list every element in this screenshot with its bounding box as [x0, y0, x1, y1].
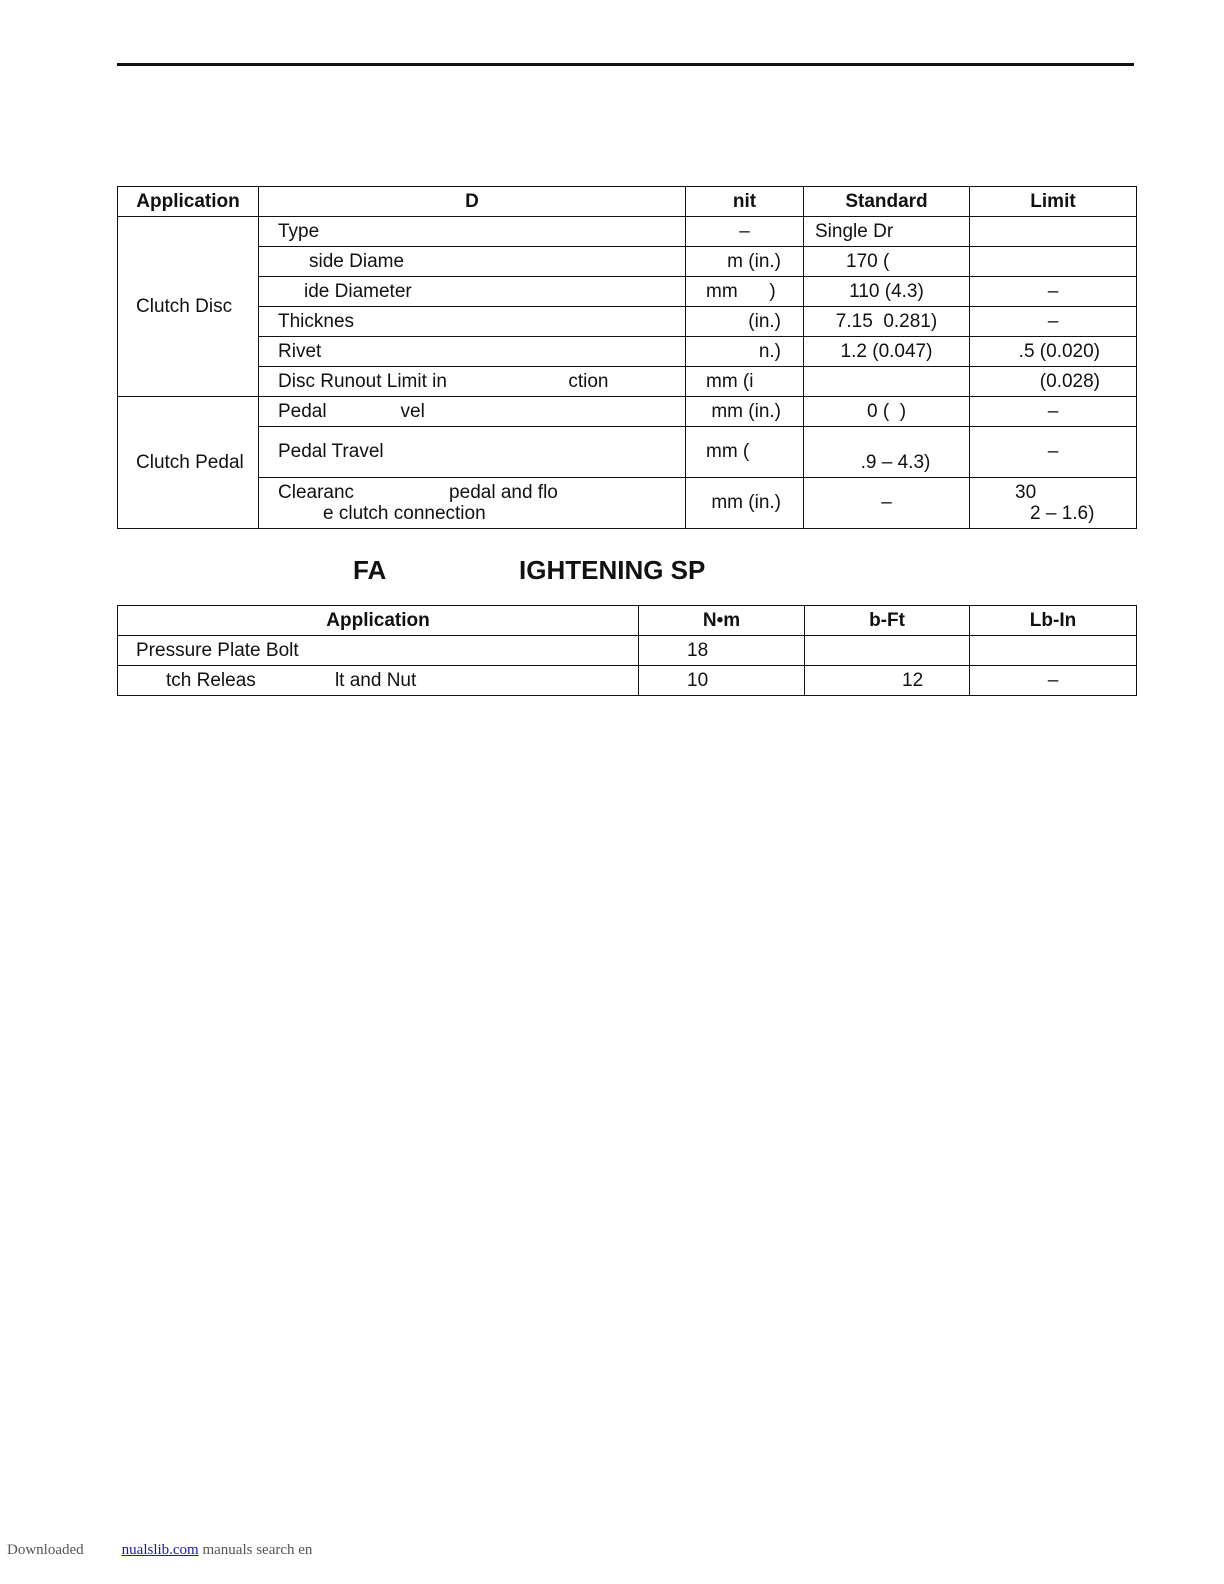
row-lbft: [805, 636, 970, 666]
row-description: side Diame: [259, 247, 686, 277]
row-lbin: [970, 636, 1137, 666]
clutch-spec-table: [117, 186, 1137, 529]
row-standard: 170 (: [804, 247, 970, 277]
table-row: [118, 397, 1137, 427]
torque-spec-table: [117, 605, 1137, 696]
row-unit: (in.): [686, 307, 804, 337]
row-lbft: 12: [805, 666, 970, 696]
row-limit: [970, 478, 1137, 529]
header-standard: Standard: [804, 187, 970, 217]
row-nm: 10: [639, 666, 805, 696]
group-application: Clutch Pedal: [118, 397, 259, 529]
row-unit: m (in.): [686, 247, 804, 277]
limit-line: 2 – 1.6): [1030, 503, 1095, 524]
row-limit: –: [970, 427, 1137, 478]
footer-text: Downloaded: [7, 1542, 84, 1558]
row-description: Pedal Travel: [259, 427, 686, 478]
row-application: tch Releas lt and Nut: [118, 666, 639, 696]
table-row: [118, 337, 1137, 367]
row-standard: Single Dr: [804, 217, 970, 247]
description-line: Clearanc pedal and flo: [278, 482, 558, 503]
row-unit: –: [686, 217, 804, 247]
row-limit: [970, 217, 1137, 247]
row-standard: [804, 367, 970, 397]
row-unit: mm (in.): [686, 478, 804, 529]
row-unit: n.): [686, 337, 804, 367]
footer: [7, 1542, 312, 1559]
header-application: Application: [118, 606, 639, 636]
row-description: Pedal vel: [259, 397, 686, 427]
section-title-part: IGHTENING SP: [519, 555, 706, 585]
row-standard: .9 – 4.3): [804, 427, 970, 478]
table-row: [118, 636, 1137, 666]
row-limit: –: [970, 307, 1137, 337]
table-header-row: [118, 606, 1137, 636]
row-standard: 1.2 (0.047): [804, 337, 970, 367]
row-unit: mm (: [686, 427, 804, 478]
row-description: ide Diameter: [259, 277, 686, 307]
row-standard: 0 ( ): [804, 397, 970, 427]
table-row: [118, 217, 1137, 247]
row-unit: mm ): [686, 277, 804, 307]
limit-line: 30: [1015, 482, 1037, 503]
row-description: Rivet: [259, 337, 686, 367]
row-application: Pressure Plate Bolt: [118, 636, 639, 666]
footer-link[interactable]: nualslib.com: [121, 1542, 199, 1558]
row-standard: 110 (4.3): [804, 277, 970, 307]
table-header-row: [118, 187, 1137, 217]
row-limit: (0.028): [970, 367, 1137, 397]
group-application: Clutch Disc: [118, 217, 259, 397]
row-limit: –: [970, 397, 1137, 427]
section-title-part: FA: [353, 555, 387, 585]
row-standard: 7.15 0.281): [804, 307, 970, 337]
table-row: [118, 666, 1137, 696]
row-lbin: –: [970, 666, 1137, 696]
row-description: [259, 478, 686, 529]
header-lbft: b-Ft: [805, 606, 970, 636]
table-row: [118, 427, 1137, 478]
row-unit: mm (i: [686, 367, 804, 397]
top-rule: [117, 63, 1134, 66]
row-description: Thicknes: [259, 307, 686, 337]
row-unit: mm (in.): [686, 397, 804, 427]
table-row: [118, 277, 1137, 307]
table-row: [118, 307, 1137, 337]
row-description: Type: [259, 217, 686, 247]
header-lbin: Lb-In: [970, 606, 1137, 636]
header-nm: N•m: [639, 606, 805, 636]
description-line: e clutch connection: [323, 503, 486, 524]
header-application: Application: [118, 187, 259, 217]
row-limit: [970, 247, 1137, 277]
header-unit: nit: [686, 187, 804, 217]
row-nm: 18: [639, 636, 805, 666]
table-row: [118, 367, 1137, 397]
row-limit: .5 (0.020): [970, 337, 1137, 367]
row-limit: –: [970, 277, 1137, 307]
header-description: D: [259, 187, 686, 217]
table-row: [118, 247, 1137, 277]
footer-text: manuals search en: [202, 1542, 313, 1558]
table-row: [118, 478, 1137, 529]
row-description: Disc Runout Limit in ction: [259, 367, 686, 397]
header-limit: Limit: [970, 187, 1137, 217]
row-standard: –: [804, 478, 970, 529]
